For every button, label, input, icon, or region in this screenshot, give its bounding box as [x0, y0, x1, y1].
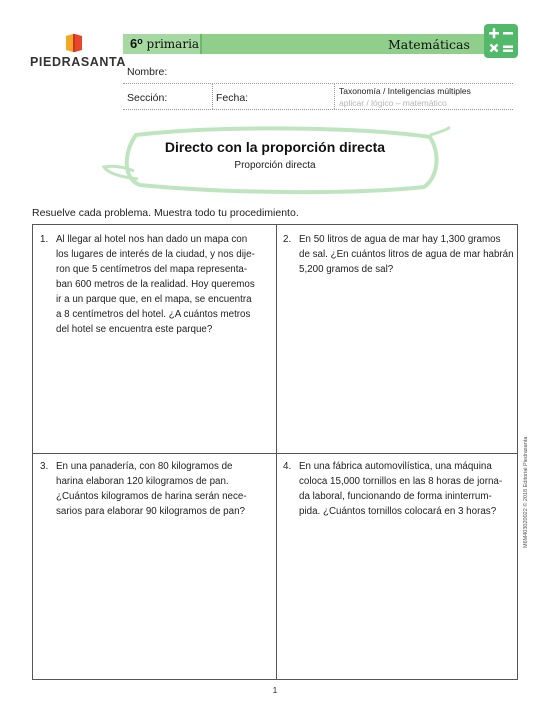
problem-grid [32, 224, 518, 680]
copyright-notice: M6M403020022 © 2018 Editorial Piedrasanta [523, 436, 529, 548]
problem-number: 1. [40, 234, 49, 245]
problem-line: pida. ¿Cuántos tornillos colocará en 3 horas? [299, 506, 497, 517]
problem-line: los lugares de interés de la ciudad, y nos dije- [56, 249, 255, 260]
problem-line: harina elaboran 120 kilogramos de pan. [56, 476, 229, 487]
problem-line: ban 600 metros de la realidad. Hoy queremos [56, 279, 255, 290]
field-divider [334, 84, 335, 109]
problem-line: ron que 5 centímetros del mapa representa- [56, 264, 248, 275]
taxonomy-label: Taxonomía / Inteligencias múltiples [339, 86, 471, 96]
page-subtitle: Proporción directa [234, 160, 316, 171]
date-label: Fecha: [216, 92, 249, 104]
problem-line: En una panadería, con 80 kilogramos de [56, 461, 233, 472]
grid-divider-horizontal [33, 453, 517, 454]
field-divider [212, 84, 213, 109]
problem-line: ir a un parque que, en el mapa, se encuentra [56, 294, 252, 305]
problem-line: En una fábrica automovilística, una máquina [299, 461, 492, 472]
section-label: Sección: [127, 92, 168, 104]
problem-number: 4. [283, 461, 292, 472]
grid-divider-vertical [276, 225, 277, 679]
section-line[interactable] [123, 109, 513, 110]
math-operations-icon [484, 24, 518, 58]
problem-line: 5,200 gramos de sal? [299, 264, 394, 275]
instructions: Resuelve cada problema. Muestra todo tu procedimiento. [32, 207, 299, 219]
problem-number: 3. [40, 461, 49, 472]
subject-label: Matemáticas [388, 37, 470, 52]
problem-line: sarios para elaborar 90 kilogramos de pan? [56, 506, 245, 517]
problem-line: da laboral, funcionando de forma ininterrum- [299, 491, 492, 502]
problem-line: En 50 litros de agua de mar hay 1,300 gramos [299, 234, 501, 245]
page-number: 1 [272, 686, 278, 695]
problem-line: ¿Cuántos kilogramos de harina serán nece- [56, 491, 247, 502]
name-line[interactable] [123, 83, 513, 84]
grade-label: 6$^o$ primaria [130, 36, 200, 51]
logo-book-icon [63, 32, 85, 54]
problem-number: 2. [283, 234, 292, 245]
problem-line: coloca 15,000 tornillos en las 8 horas de jorna- [299, 476, 503, 487]
page-title: Directo con la proporción directa [164, 139, 386, 155]
problem-line: a 8 centímetros del hotel. ¿A cuántos metros [56, 309, 251, 320]
publisher-logo: PIEDRASANTA [30, 55, 126, 69]
problem-line: del hotel se encuentra este parque? [56, 324, 213, 335]
problem-line: de sal. ¿En cuántos litros de agua de mar habrán [299, 249, 514, 260]
taxonomy-value: aplicar / lógico – matemático [339, 98, 447, 108]
name-label: Nombre: [127, 66, 168, 78]
problem-line: Al llegar al hotel nos han dado un mapa con [56, 234, 248, 245]
